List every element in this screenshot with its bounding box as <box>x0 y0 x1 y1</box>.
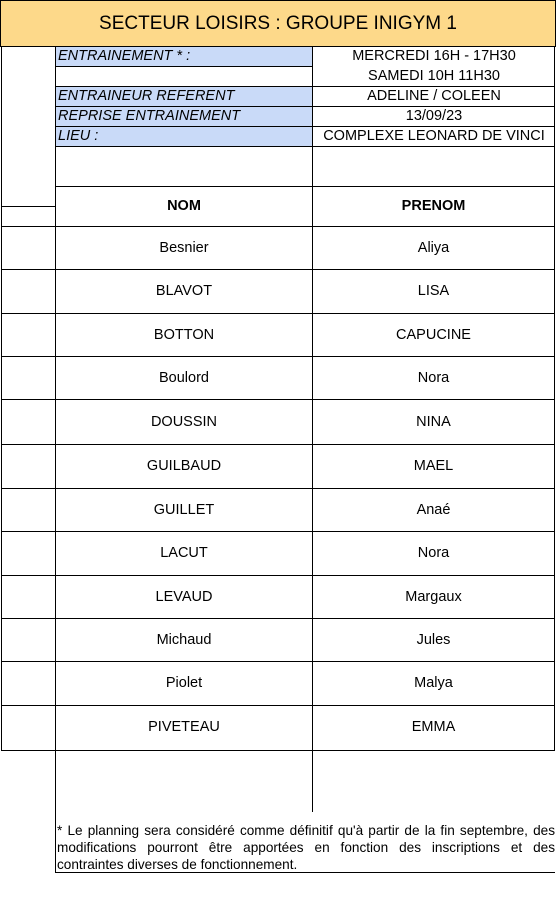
cell-prenom: Malya <box>414 675 453 691</box>
cell-prenom: Aliya <box>417 239 450 256</box>
header-bottom-border <box>1 226 555 227</box>
cell-nom: Besnier <box>159 239 209 256</box>
page-title: SECTEUR LOISIRS : GROUPE INIGYM 1 <box>0 0 556 47</box>
footnote: * Le planning sera considéré comme définitif qu'à partir de la fin septembre, des modifications pourront être apportées en fonction des inscriptions et des contraintes diverses de fonctionnement. <box>57 823 555 872</box>
info-label-coach: ENTRAINEUR REFERENT <box>56 87 312 106</box>
info-label-training: ENTRAINEMENT * : <box>56 47 312 66</box>
cell-nom: DOUSSIN <box>150 413 218 430</box>
middle-column-border <box>312 47 313 812</box>
table-bottom-border <box>1 750 555 751</box>
cell-prenom: Margaux <box>405 588 462 605</box>
cell-nom: BOTTON <box>153 326 215 343</box>
row-divider <box>1 399 555 400</box>
info-value-training-1: MERCREDI 16H - 17H30 <box>352 48 516 64</box>
row-divider <box>1 618 555 619</box>
info-value-place: COMPLEXE LEONARD DE VINCI <box>323 128 545 144</box>
info-label-place: LIEU : <box>56 127 312 146</box>
info-divider <box>55 86 555 87</box>
info-divider <box>55 146 555 147</box>
row-divider <box>1 444 555 445</box>
cell-nom: GUILBAUD <box>146 458 222 474</box>
cell-nom: LACUT <box>160 545 208 561</box>
row-divider <box>1 575 555 576</box>
cell-prenom: LISA <box>417 283 450 299</box>
cell-prenom: Jules <box>416 631 451 648</box>
cell-prenom: EMMA <box>411 719 456 735</box>
cell-nom: GUILLET <box>153 501 215 518</box>
row-divider <box>1 661 555 662</box>
cell-nom: Boulord <box>159 369 209 386</box>
cell-prenom: Anaé <box>416 501 451 518</box>
cell-prenom: Nora <box>417 369 450 386</box>
info-value-training-2: SAMEDI 10H 11H30 <box>368 68 500 84</box>
info-value-restart: 13/09/23 <box>405 108 463 124</box>
cell-nom: LEVAUD <box>155 588 213 605</box>
info-value-coach: ADELINE / COLEEN <box>367 88 501 104</box>
row-divider <box>1 488 555 489</box>
column-header-prenom: PRENOM <box>401 198 466 214</box>
header-top-border <box>55 186 555 187</box>
row-divider <box>1 531 555 532</box>
cell-nom: Piolet <box>165 675 203 691</box>
row-divider <box>1 356 555 357</box>
side-divider <box>1 206 56 207</box>
row-divider <box>1 269 555 270</box>
info-divider <box>55 66 313 67</box>
row-divider <box>1 705 555 706</box>
cell-nom: BLAVOT <box>155 283 213 299</box>
cell-prenom: MAEL <box>413 458 454 474</box>
info-label-restart: REPRISE ENTRAINEMENT <box>56 107 312 126</box>
cell-prenom: Nora <box>417 545 450 561</box>
cell-prenom: NINA <box>416 413 451 430</box>
column-header-nom: NOM <box>167 198 201 214</box>
cell-nom: Michaud <box>156 631 212 648</box>
info-divider <box>55 106 555 107</box>
cell-nom: PIVETEAU <box>148 719 220 735</box>
info-divider <box>55 126 555 127</box>
cell-prenom: CAPUCINE <box>396 326 471 343</box>
row-divider <box>1 313 555 314</box>
